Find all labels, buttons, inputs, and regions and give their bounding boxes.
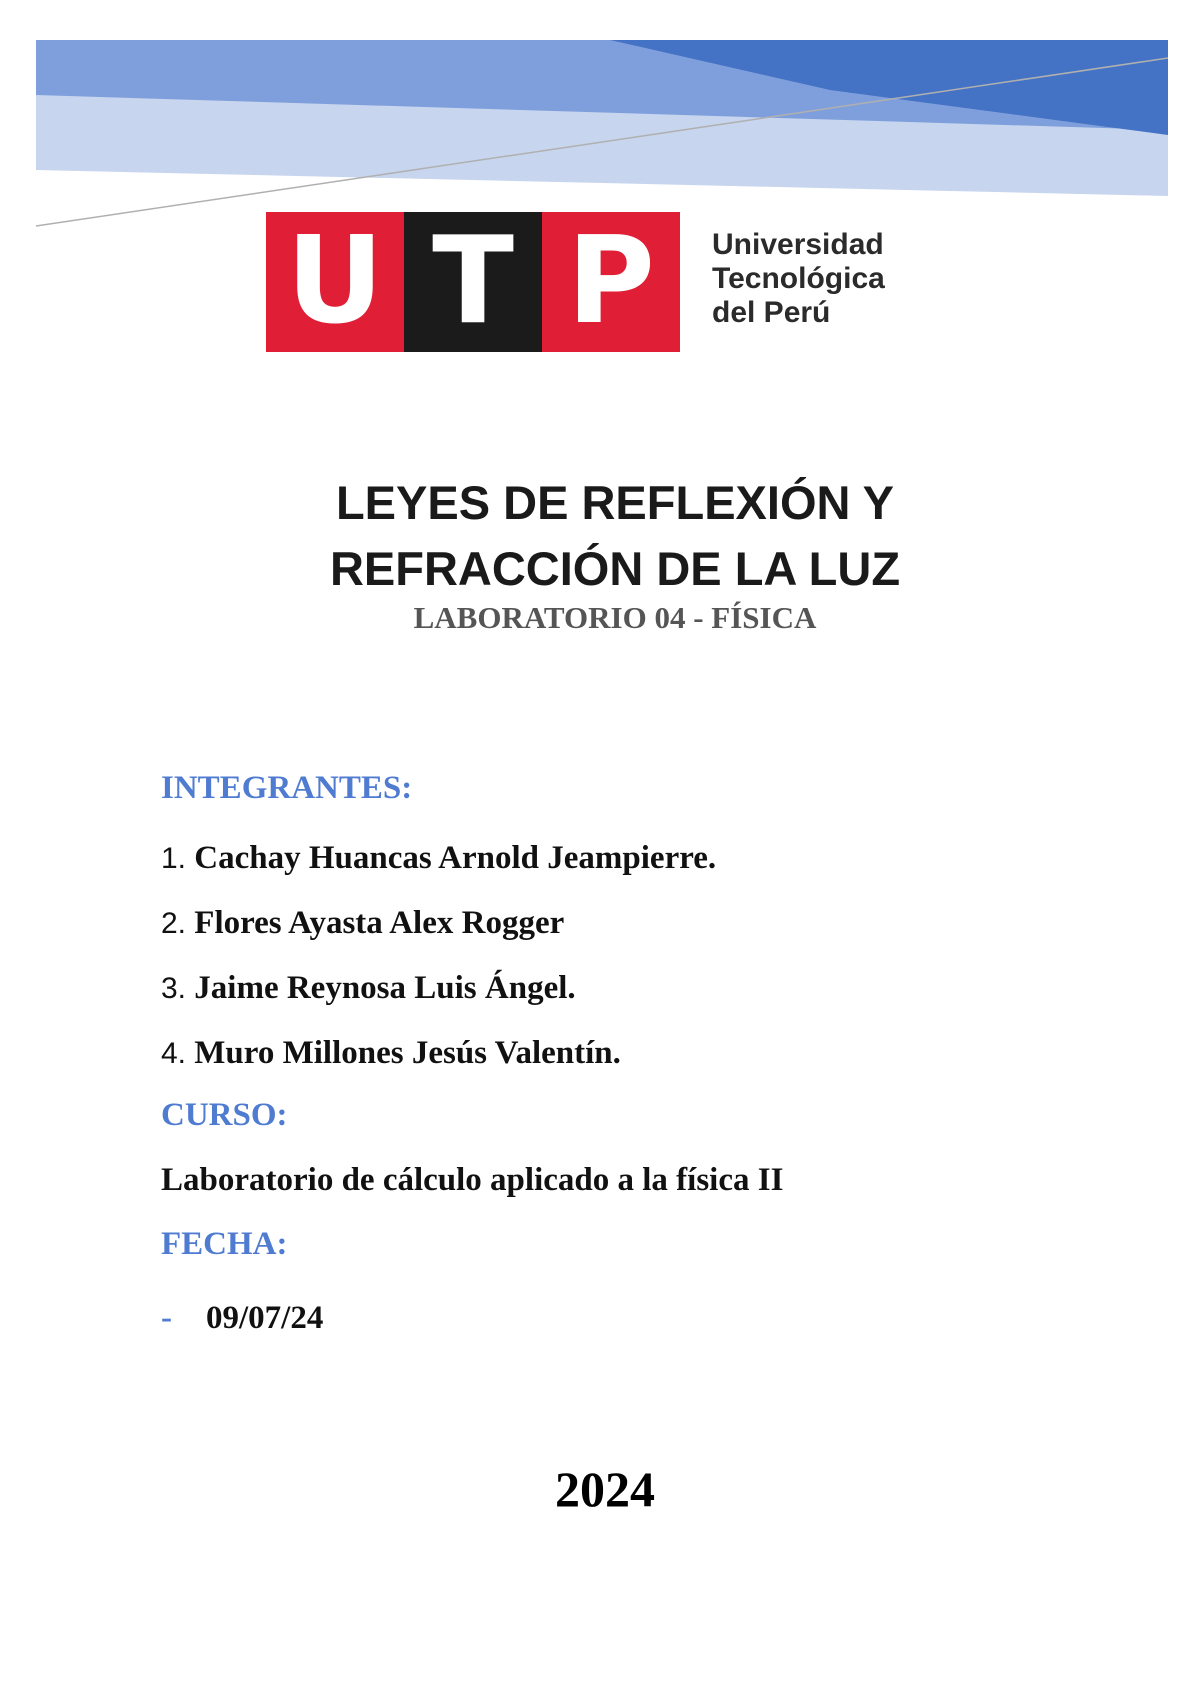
date-row xyxy=(161,1300,323,1337)
list-item-number: 2. xyxy=(161,907,187,940)
logo-wordmark xyxy=(712,228,912,330)
date-value: 09/07/24 xyxy=(206,1300,324,1336)
course-heading: CURSO: xyxy=(161,1097,288,1133)
list-item xyxy=(161,905,716,970)
member-name: Muro Millones Jesús Valentín. xyxy=(194,1035,621,1071)
logo-wordmark-line: del Perú xyxy=(712,296,831,329)
course-name: Laboratorio de cálculo aplicado a la física II xyxy=(161,1162,784,1198)
date-bullet: - xyxy=(161,1300,172,1336)
date-heading: FECHA: xyxy=(161,1226,288,1262)
list-item xyxy=(161,970,716,1035)
document-year: 2024 xyxy=(555,1461,655,1517)
title-line-2: REFRACCIÓN DE LA LUZ xyxy=(329,542,901,595)
header-banner xyxy=(0,0,1200,240)
list-item xyxy=(161,1035,716,1100)
title-line-1: LEYES DE REFLEXIÓN Y xyxy=(335,476,895,529)
members-list xyxy=(161,840,716,1100)
document-subtitle: LABORATORIO 04 - FÍSICA xyxy=(413,600,817,635)
member-name: Cachay Huancas Arnold Jeampierre. xyxy=(194,840,717,876)
logo-letter-u: U xyxy=(266,212,404,352)
logo-letter-p: P xyxy=(542,212,680,352)
logo-letter-t: T xyxy=(404,212,542,352)
list-item-number: 3. xyxy=(161,972,187,1005)
logo-wordmark-line: Tecnológica xyxy=(712,262,885,295)
list-item-number: 1. xyxy=(161,842,187,875)
members-heading: INTEGRANTES: xyxy=(161,770,413,806)
document-title xyxy=(0,470,1200,602)
list-item xyxy=(161,840,716,905)
logo-wordmark-line: Universidad xyxy=(712,228,884,261)
member-name: Flores Ayasta Alex Rogger xyxy=(194,905,565,941)
list-item-number: 4. xyxy=(161,1037,187,1070)
member-name: Jaime Reynosa Luis Ángel. xyxy=(194,970,576,1006)
utp-logo xyxy=(266,212,906,352)
